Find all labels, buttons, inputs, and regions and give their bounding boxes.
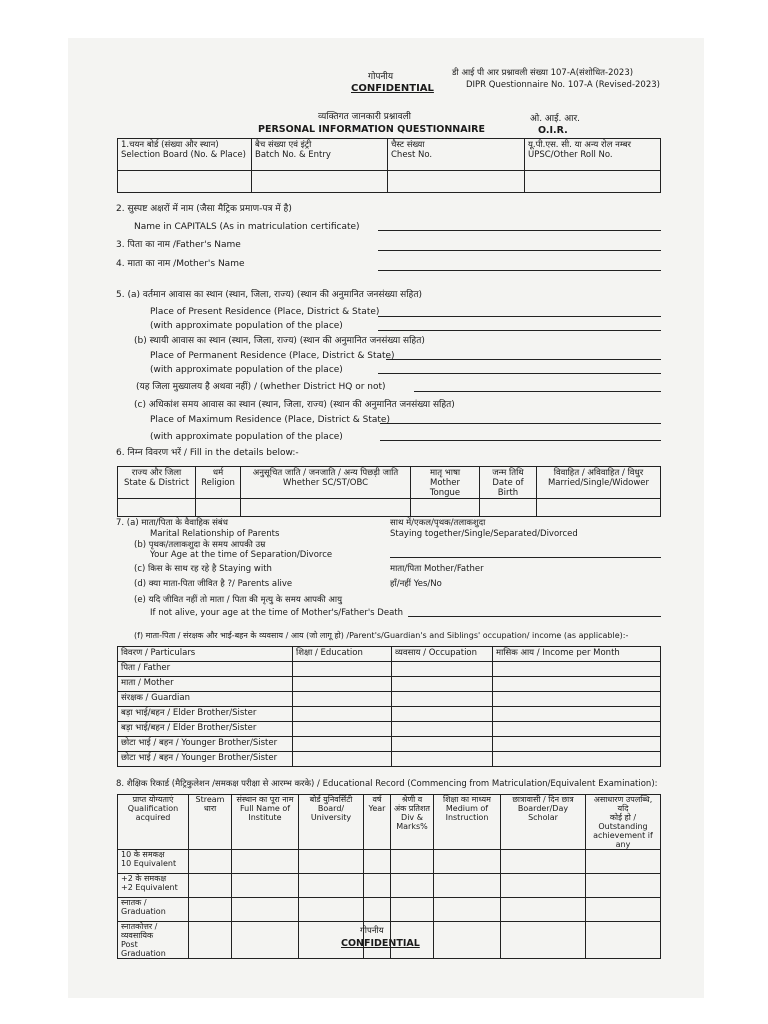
- q7d-options: हाँ/नहीं Yes/No: [390, 579, 442, 589]
- edu-header-text: कोई हो / Outstanding: [598, 813, 648, 831]
- income-header: मासिक आय / Income per Month: [493, 647, 661, 662]
- edu-cell[interactable]: [586, 874, 661, 898]
- table-row: [118, 677, 661, 692]
- q4-label: 4. माता का नाम /Mother's Name: [116, 259, 245, 269]
- mother-tongue-header: Mother Tongue: [429, 478, 461, 498]
- mother-tongue-field[interactable]: [411, 499, 480, 517]
- page-title: PERSONAL INFORMATION QUESTIONNAIRE: [258, 124, 485, 135]
- edu-header-text: Year: [368, 804, 386, 813]
- edu-cell[interactable]: [232, 898, 299, 922]
- edu-cell[interactable]: [501, 922, 586, 959]
- marital-header: Married/Single/Widower: [547, 478, 650, 488]
- chest-field[interactable]: [388, 171, 525, 193]
- q5c-population-label: (with approximate population of the place): [150, 432, 343, 442]
- chest-header: Chest No.: [391, 150, 433, 160]
- roll-header: UPSC/Other Roll No.: [528, 150, 613, 160]
- income-cell[interactable]: [493, 677, 661, 692]
- edu-cell[interactable]: [299, 850, 364, 874]
- chest-header-hindi: चैस्ट संख्या: [391, 140, 425, 150]
- district-hq-label: (यह जिला मुख्यालय है अथवा नहीं) / (whether District HQ or not): [136, 382, 386, 392]
- edu-cell[interactable]: [501, 874, 586, 898]
- edu-cell[interactable]: [434, 922, 501, 959]
- income-cell[interactable]: [493, 692, 661, 707]
- edu-cell[interactable]: [501, 898, 586, 922]
- marital-header-hindi: विवाहित / अविवाहित / विधुर: [553, 468, 644, 478]
- permanent-population-field[interactable]: [378, 373, 661, 374]
- education-cell[interactable]: [293, 677, 392, 692]
- edu-cell[interactable]: [299, 898, 364, 922]
- form-number: DIPR Questionnaire No. 107-A (Revised-2023): [466, 80, 660, 90]
- income-cell[interactable]: [493, 752, 661, 767]
- roll-header-hindi: यू.पी.एस. सी. या अन्य रोल नम्बर: [528, 140, 631, 150]
- confidential-label-hindi: गोपनीय: [368, 72, 394, 82]
- district-hq-field[interactable]: [414, 391, 661, 392]
- qualification-label-hindi: स्नातक /: [121, 898, 147, 907]
- q5a-population-label: (with approximate population of the place): [150, 321, 343, 331]
- edu-header-text: Board/: [317, 804, 345, 813]
- edu-header-text: Stream: [195, 795, 225, 804]
- edu-cell[interactable]: [364, 850, 391, 874]
- state-field[interactable]: [118, 499, 196, 517]
- occupation-cell[interactable]: [392, 677, 493, 692]
- dob-header: Date of Birth: [492, 478, 524, 498]
- q7a-options-hindi: साथ में/एकल/पृथक/तलाकशुदा: [390, 518, 486, 528]
- education-cell[interactable]: [293, 707, 392, 722]
- religion-header: Religion: [201, 478, 235, 488]
- edu-header-text: छात्रावासी / दिन छात्र: [512, 795, 574, 804]
- selection-board-field[interactable]: [118, 171, 252, 193]
- row-label: बड़ा भाई/बहन / Elder Brother/Sister: [118, 722, 293, 737]
- qualification-label-hindi: 10 के समकक्ष: [121, 850, 165, 859]
- edu-cell[interactable]: [391, 850, 434, 874]
- q7a-options: Staying together/Single/Separated/Divorced: [390, 529, 578, 539]
- edu-header-text: संस्थान का पूरा नाम: [236, 795, 294, 804]
- edu-cell[interactable]: [232, 850, 299, 874]
- dob-field[interactable]: [480, 499, 537, 517]
- edu-header-text: Full Name of: [239, 804, 291, 813]
- table-row: [118, 752, 661, 767]
- marital-status-field[interactable]: [537, 499, 661, 517]
- row-label: छोटा भाई / बहन / Younger Brother/Sister: [118, 752, 293, 767]
- q7f-label: (f) माता-पिता / संरक्षक और भाई-बहन के व्यवसाय / आय (जो लागू हो) /Parent's/Guardian's and Siblings' occupation/ income (as applicable):-: [134, 631, 629, 640]
- table-row: [118, 692, 661, 707]
- table-row: [118, 722, 661, 737]
- q5c-label: Place of Maximum Residence (Place, District & State): [150, 415, 390, 425]
- table-row: [118, 898, 661, 922]
- roll-number-field[interactable]: [525, 171, 661, 193]
- state-header: State & District: [123, 478, 190, 488]
- education-cell[interactable]: [293, 722, 392, 737]
- edu-cell[interactable]: [189, 874, 232, 898]
- batch-header-hindi: बैच संख्या एवं इंट्री: [255, 140, 312, 150]
- father-name-field[interactable]: [378, 250, 661, 251]
- edu-header-text: Qualification: [127, 804, 179, 813]
- edu-cell[interactable]: [586, 850, 661, 874]
- education-cell[interactable]: [293, 737, 392, 752]
- edu-cell[interactable]: [391, 874, 434, 898]
- edu-header-text: श्रेणी व: [401, 795, 423, 804]
- income-cell[interactable]: [493, 662, 661, 677]
- death-age-field[interactable]: [408, 616, 661, 617]
- q7a-label: Marital Relationship of Parents: [150, 529, 280, 539]
- occupation-cell[interactable]: [392, 752, 493, 767]
- edu-cell[interactable]: [434, 898, 501, 922]
- education-table: [117, 794, 661, 959]
- row-label: छोटा भाई / बहन / Younger Brother/Sister: [118, 737, 293, 752]
- edu-cell[interactable]: [364, 874, 391, 898]
- income-cell[interactable]: [493, 737, 661, 752]
- batch-header: Batch No. & Entry: [255, 150, 331, 160]
- edu-cell[interactable]: [434, 850, 501, 874]
- edu-header-text: Medium of: [445, 804, 489, 813]
- edu-header-text: University: [310, 813, 352, 822]
- q5b-population-label: (with approximate population of the place): [150, 365, 343, 375]
- row-label: संरक्षक / Guardian: [118, 692, 293, 707]
- occupation-cell[interactable]: [392, 707, 493, 722]
- edu-header-text: बोर्ड युनिवर्सिटी: [309, 795, 353, 804]
- qualification-label: Graduation: [121, 907, 166, 916]
- q7a-label-hindi: 7. (a) माता/पिता के वैवाहिक संबंध: [116, 518, 228, 528]
- q7d-label: (d) क्या माता-पिता जीवित है ?/ Parents alive: [134, 579, 293, 589]
- q5b-label-hindi: (b) स्थायी आवास का स्थान (स्थान, जिला, राज्य) (स्थान की अनुमानित जनसंख्या सहित): [134, 336, 425, 346]
- qualification-label: +2 Equivalent: [121, 883, 178, 892]
- permanent-residence-field[interactable]: [386, 359, 661, 360]
- edu-cell[interactable]: [501, 850, 586, 874]
- table-row: [118, 850, 661, 874]
- form-page: [68, 38, 704, 998]
- edu-cell[interactable]: [189, 922, 232, 959]
- family-table: [117, 646, 661, 767]
- qualification-label: Post Graduation: [121, 940, 166, 958]
- edu-header-text: Marks%: [396, 822, 428, 831]
- max-population-field[interactable]: [380, 440, 661, 441]
- mother-tongue-header-hindi: मातृ भाषा: [429, 468, 461, 478]
- particulars-header: विवरण / Particulars: [118, 647, 293, 662]
- q2-label: Name in CAPITALS (As in matriculation certificate): [134, 222, 360, 232]
- caste-header: Whether SC/ST/OBC: [282, 478, 369, 488]
- q7e-label: If not alive, your age at the time of Mother's/Father's Death: [150, 608, 404, 618]
- qualification-label-hindi: स्नातकोत्तर / व्यवसायिक: [121, 922, 158, 940]
- education-cell[interactable]: [293, 692, 392, 707]
- edu-header-text: Instruction: [445, 813, 489, 822]
- q8-label: 8. शैक्षिक रिकार्ड (मैट्रिकुलेशन /समकक्ष परीक्षा से आरम्भ करके) / Educational Record (Commencing from Matriculation/Equivalent Examination):: [116, 779, 658, 789]
- edu-cell[interactable]: [189, 850, 232, 874]
- q7e-label-hindi: (e) यदि जीवित नहीं तो माता / पिता की मृत्यु के समय आपकी आयु: [134, 595, 343, 605]
- edu-header-text: achievement if any: [593, 831, 653, 849]
- q6-label: 6. निम्न विवरण भरें / Fill in the details below:-: [116, 448, 299, 458]
- oir-hindi: ओ. आई. आर.: [530, 114, 581, 124]
- state-header-hindi: राज्य और जिला: [131, 468, 182, 478]
- q7c-label: (c) किस के साथ रह रहे है Staying with: [134, 564, 272, 574]
- batch-field[interactable]: [252, 171, 388, 193]
- edu-cell[interactable]: [586, 898, 661, 922]
- occupation-cell[interactable]: [392, 722, 493, 737]
- present-residence-field[interactable]: [378, 316, 661, 317]
- row-label: माता / Mother: [118, 677, 293, 692]
- oir-label: O.I.R.: [538, 125, 568, 136]
- edu-cell[interactable]: [232, 922, 299, 959]
- q5a-label: Place of Present Residence (Place, District & State): [150, 307, 380, 317]
- q3-label: 3. पिता का नाम /Father's Name: [116, 240, 241, 250]
- caste-field[interactable]: [241, 499, 411, 517]
- table-row: [118, 874, 661, 898]
- selection-board-table: [117, 138, 661, 193]
- form-number-hindi: डी आई पी आर प्रश्नावली संख्या 107-A(संशोधित-2023): [452, 68, 634, 78]
- education-cell[interactable]: [293, 752, 392, 767]
- edu-header-text: Boarder/Day: [517, 804, 569, 813]
- table-row: [118, 707, 661, 722]
- income-cell[interactable]: [493, 707, 661, 722]
- qualification-label: 10 Equivalent: [121, 859, 177, 868]
- edu-cell[interactable]: [364, 898, 391, 922]
- edu-cell[interactable]: [391, 898, 434, 922]
- occupation-cell[interactable]: [392, 692, 493, 707]
- q2-label-hindi: 2. सुस्पष्ट अक्षरों में नाम (जैसा मैट्रिक प्रमाण-पत्र में है): [116, 204, 292, 214]
- row-label: पिता / Father: [118, 662, 293, 677]
- occupation-cell[interactable]: [392, 662, 493, 677]
- occupation-cell[interactable]: [392, 737, 493, 752]
- edu-header-text: शिक्षा का माध्यम: [443, 795, 491, 804]
- religion-field[interactable]: [196, 499, 241, 517]
- education-cell[interactable]: [293, 662, 392, 677]
- q5c-label-hindi: (c) अधिकांश समय आवास का स्थान (स्थान, जिला, राज्य) (स्थान की अनुमानित जनसंख्या सहित): [134, 400, 455, 410]
- title-hindi: व्यक्तिगत जानकारी प्रश्नावली: [318, 112, 412, 122]
- edu-header-text: acquired: [135, 813, 171, 822]
- edu-cell[interactable]: [232, 874, 299, 898]
- q5b-label: Place of Permanent Residence (Place, District & State): [150, 351, 395, 361]
- occupation-header: व्यवसाय / Occupation: [392, 647, 493, 662]
- q7c-options: माता/पिता Mother/Father: [390, 564, 484, 574]
- q7b-label: Your Age at the time of Separation/Divorce: [150, 550, 333, 560]
- mother-name-field[interactable]: [378, 270, 661, 271]
- table-row: [118, 737, 661, 752]
- edu-cell[interactable]: [586, 922, 661, 959]
- row-label: बड़ा भाई/बहन / Elder Brother/Sister: [118, 707, 293, 722]
- edu-header-text: अंक प्रतिशत: [394, 804, 430, 813]
- footer-confidential: CONFIDENTIAL: [341, 938, 420, 949]
- edu-header-text: वर्ष: [372, 795, 382, 804]
- details-table: [117, 466, 661, 517]
- max-residence-field[interactable]: [380, 423, 661, 424]
- edu-cell[interactable]: [189, 898, 232, 922]
- edu-header-text: असाधारण उपलब्धि, यदि: [593, 795, 653, 813]
- name-field[interactable]: [378, 230, 661, 231]
- income-cell[interactable]: [493, 722, 661, 737]
- present-population-field[interactable]: [378, 330, 661, 331]
- religion-header-hindi: धर्म: [212, 468, 224, 478]
- footer-confidential-hindi: गोपनीय: [360, 926, 384, 936]
- dob-header-hindi: जन्म तिथि: [492, 468, 524, 478]
- selection-board-header-hindi: 1.चयन बोर्ड (संख्या और स्थान): [121, 140, 219, 150]
- education-header: शिक्षा / Education: [293, 647, 392, 662]
- confidential-label: CONFIDENTIAL: [351, 83, 434, 94]
- selection-board-header: Selection Board (No. & Place): [121, 150, 246, 160]
- edu-header-text: Div &: [401, 813, 423, 822]
- separation-age-field[interactable]: [390, 557, 661, 558]
- caste-header-hindi: अनुसूचित जाति / जनजाति / अन्य पिछड़ी जाति: [252, 468, 399, 478]
- edu-header-text: धारा: [203, 804, 217, 813]
- edu-cell[interactable]: [434, 874, 501, 898]
- edu-header-text: Institute: [248, 813, 282, 822]
- edu-header-text: प्राप्त योग्यताएं: [132, 795, 174, 804]
- q5a-label-hindi: 5. (a) वर्तमान आवास का स्थान (स्थान, जिला, राज्य) (स्थान की अनुमानित जनसंख्या सहित): [116, 290, 422, 300]
- q7b-label-hindi: (b) पृथक/तलाकशुदा के समय आपकी उम्र: [134, 540, 266, 550]
- qualification-label-hindi: +2 के समकक्ष: [121, 874, 167, 883]
- table-row: [118, 662, 661, 677]
- edu-cell[interactable]: [299, 874, 364, 898]
- edu-header-text: Scholar: [528, 813, 558, 822]
